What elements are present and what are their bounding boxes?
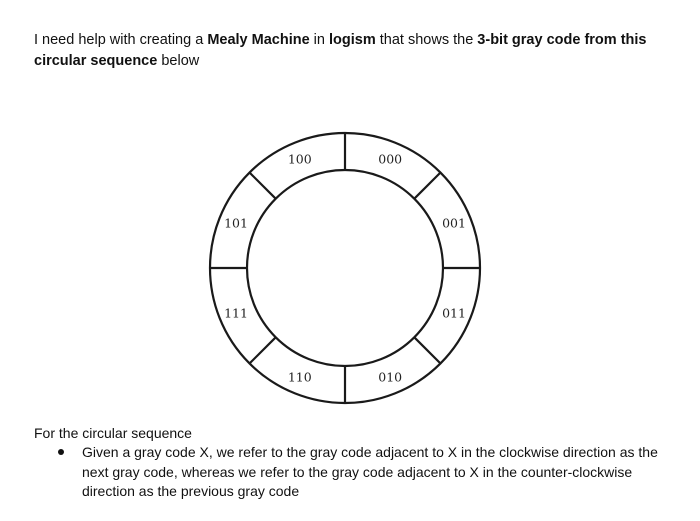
- question-segment-bold: 3-bit gray code from this circular sequence: [34, 32, 647, 69]
- ring-segment-label: 011: [442, 305, 466, 321]
- ring-segment-label: 110: [287, 369, 312, 385]
- ring-segment-label: 100: [287, 151, 312, 167]
- circular-sequence-intro: For the circular sequence: [34, 425, 192, 441]
- question-segment-bold: Mealy Machine: [207, 32, 310, 48]
- question-segment-bold: logism: [329, 32, 376, 48]
- explanation-bullets: [58, 443, 658, 502]
- ring-inner-circle: [247, 170, 443, 366]
- bullet-text: Given a gray code X, we refer to the gray code adjacent to X in the clockwise direction as the next gray code, whereas we refer to the gray code adjacent to X in the counter-clockwise direction as the previous gray code: [82, 444, 658, 499]
- ring-segment-label: 101: [224, 215, 248, 231]
- ring-divider: [414, 173, 440, 199]
- question-segment: in: [309, 32, 329, 48]
- ring-segment-label: 001: [442, 215, 466, 231]
- ring-segment-label: 111: [224, 305, 248, 321]
- question-segment: below: [157, 53, 200, 69]
- question-segment: I need help with creating a: [34, 32, 208, 48]
- ring-divider: [414, 337, 440, 363]
- question-segment: that shows the: [375, 32, 478, 48]
- ring-segment-label: 000: [378, 151, 403, 167]
- ring-divider: [250, 173, 276, 199]
- ring-segment-label: 010: [378, 369, 403, 385]
- ring-divider: [250, 337, 276, 363]
- list-item: [58, 443, 658, 502]
- bullet-icon: [58, 449, 64, 455]
